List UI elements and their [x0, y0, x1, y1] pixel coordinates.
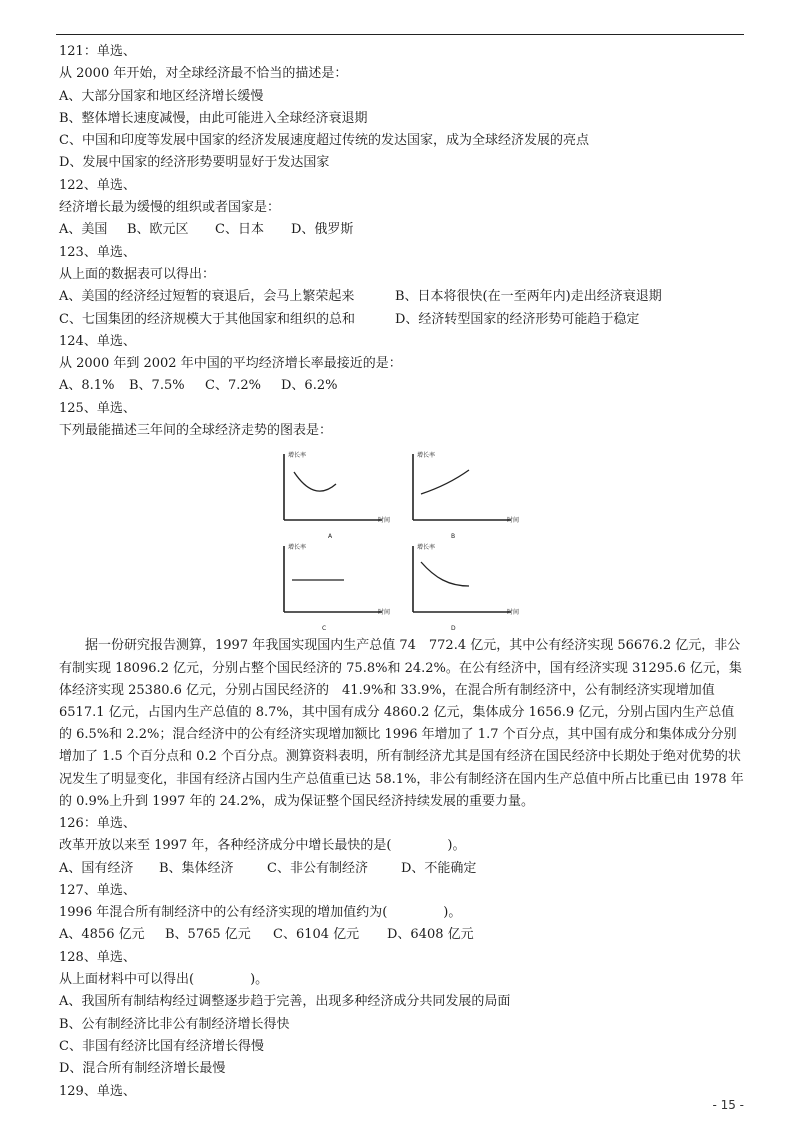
- q126-stem-end: )。: [447, 838, 466, 854]
- q122-head: 122、单选、: [59, 177, 136, 193]
- q123-stem: 从上面的数据表可以得出：: [59, 266, 216, 282]
- q124-option-d[interactable]: D、6.2%: [281, 378, 338, 394]
- chart-a[interactable]: [270, 450, 390, 541]
- reading-passage: 据一份研究报告测算，1997 年我国实现国内生产总值 74 772.4 亿元，其中公有经济实现 56676.2 亿元，非公有制实现 18096.2 亿元，分别占整个国民经济的 75.8%和 24.2%。在公有经济中，国有经济实现 31295.6 亿元，集体经济实现 25380.6 亿元，分别占国民经济的 41.9%和 33.9%，在混合所有制经济中，公有制经济实现增加值 6517.1 亿元，占国内生产总值的 8.7%，其中国有成分 4860.2 亿元，集体成分 1656.9 亿元，分别占国内生产总值的 6.5%和 2.2%；混合经济中的公有经济实现增加额比 1996 年增加了 1.7 个百分点，其中国有成分和集体成分分别增加了 1.5 个百分点和 0.2 个百分点。测算资料表明，所有制经济尤其是国有经济在国民经济中长期处于绝对优势的状况发生了明显变化，非国有经济占国内生产总值重已达 58.1%，非公有制经济在国内生产总值中所占比重已由 1978 年的 0.9%上升到 1997 年的 24.2%，成为保证整个国民经济持续发展的重要力量。: [59, 638, 744, 809]
- q126-option-b[interactable]: B、集体经济: [159, 860, 234, 876]
- q124-option-b[interactable]: B、7.5%: [129, 378, 185, 394]
- q121-option-b[interactable]: B、整体增长速度减慢，由此可能进入全球经济衰退期: [59, 110, 368, 126]
- q126-option-d[interactable]: D、不能确定: [401, 860, 477, 876]
- q122-option-c[interactable]: C、日本: [215, 222, 264, 238]
- chart-c-letter: C: [322, 625, 327, 633]
- page-content: [59, 41, 749, 1103]
- q122-stem: 经济增长最为缓慢的组织或者国家是：: [59, 200, 281, 216]
- q129-head: 129、单选、: [59, 1083, 136, 1099]
- chart-b-xlabel: 时间: [506, 517, 519, 525]
- q121-option-d[interactable]: D、发展中国家的经济形势要明显好于发达国家: [59, 155, 330, 171]
- q128-option-d[interactable]: D、混合所有制经济增长最慢: [59, 1061, 226, 1077]
- q128-stem: [59, 969, 749, 991]
- q127-stem: [59, 902, 749, 924]
- chart-a-letter: A: [328, 533, 333, 541]
- chart-d-ylabel: 增长率: [417, 544, 436, 552]
- chart-c-xlabel: 时间: [377, 609, 390, 617]
- q128-stem-text: 从上面材料中可以得出(: [59, 972, 195, 988]
- q124-stem: 从 2000 年到 2002 年中国的平均经济增长率最接近的是：: [59, 356, 402, 372]
- q128-option-a[interactable]: A、我国所有制结构经过调整逐步趋于完善，出现多种经济成分共同发展的局面: [59, 994, 511, 1010]
- q127-option-d[interactable]: D、6408 亿元: [387, 927, 474, 943]
- q123-option-c[interactable]: C、七国集团的经济规模大于其他国家和组织的总和: [59, 311, 355, 327]
- q126-option-c[interactable]: C、非公有制经济: [267, 860, 368, 876]
- q127-head: 127、单选、: [59, 882, 136, 898]
- q128-option-c[interactable]: C、非国有经济比国有经济增长得慢: [59, 1038, 264, 1054]
- q121-stem: 从 2000 年开始，对全球经济最不恰当的描述是：: [59, 66, 348, 82]
- chart-a-xlabel: 时间: [377, 517, 390, 525]
- q121-head: 121：单选、: [59, 44, 136, 59]
- q124-options: [59, 375, 749, 397]
- q123-options-row2: [59, 309, 749, 331]
- q121-option-a[interactable]: A、大部分国家和地区经济增长缓慢: [59, 88, 264, 104]
- q126-option-a[interactable]: A、国有经济: [59, 860, 134, 876]
- q126-options: [59, 858, 749, 880]
- q121-option-c[interactable]: C、中国和印度等发展中国家的经济发展速度超过传统的发达国家，成为全球经济发展的亮点: [59, 133, 589, 149]
- chart-c-ylabel: 增长率: [288, 544, 307, 552]
- q125-head: 125、单选、: [59, 400, 136, 416]
- chart-c-graphic: [270, 542, 390, 622]
- q124-option-a[interactable]: A、8.1%: [59, 378, 115, 394]
- q128-option-b[interactable]: B、公有制经济比非公有制经济增长得快: [59, 1016, 290, 1032]
- q126-stem: [59, 835, 749, 857]
- q123-option-d[interactable]: D、经济转型国家的经济形势可能趋于稳定: [395, 311, 640, 327]
- q127-option-c[interactable]: C、6104 亿元: [273, 927, 360, 943]
- q122-option-b[interactable]: B、欧元区: [127, 222, 189, 238]
- q127-options: [59, 924, 749, 946]
- q122-option-a[interactable]: A、美国: [59, 222, 108, 238]
- chart-d-xlabel: 时间: [506, 609, 519, 617]
- q127-stem-end: )。: [443, 905, 462, 921]
- chart-b[interactable]: [399, 450, 519, 541]
- q128-head: 128、单选、: [59, 949, 136, 965]
- chart-b-letter: B: [451, 533, 456, 541]
- page-number: - 15 -: [712, 1098, 744, 1112]
- chart-d-graphic: [399, 542, 519, 622]
- chart-a-ylabel: 增长率: [288, 452, 307, 460]
- chart-b-graphic: [399, 450, 519, 530]
- q123-options-row1: [59, 286, 749, 308]
- q123-head: 123、单选、: [59, 244, 136, 260]
- q122-option-d[interactable]: D、俄罗斯: [291, 222, 354, 238]
- q127-option-b[interactable]: B、5765 亿元: [165, 927, 251, 943]
- q126-stem-text: 改革开放以来至 1997 年，各种经济成分中增长最快的是(: [59, 838, 392, 854]
- q123-option-b[interactable]: B、日本将很快(在一至两年内)走出经济衰退期: [395, 289, 662, 305]
- q127-stem-text: 1996 年混合所有制经济中的公有经济实现的增加值约为(: [59, 905, 388, 921]
- q125-chart-options: [59, 444, 749, 632]
- chart-a-graphic: [270, 450, 390, 530]
- chart-d-letter: D: [451, 625, 456, 633]
- q127-option-a[interactable]: A、4856 亿元: [59, 927, 145, 943]
- q128-stem-end: )。: [250, 972, 269, 988]
- q122-options: [59, 219, 749, 241]
- q124-option-c[interactable]: C、7.2%: [205, 378, 261, 394]
- chart-c[interactable]: [270, 542, 390, 633]
- q124-head: 124、单选、: [59, 333, 136, 349]
- header-rule: [56, 34, 744, 35]
- q126-head: 126：单选、: [59, 815, 136, 831]
- q123-option-a[interactable]: A、美国的经济经过短暂的衰退后，会马上繁荣起来: [59, 289, 355, 305]
- chart-d[interactable]: [399, 542, 519, 633]
- q125-stem: 下列最能描述三年间的全球经济走势的图表是：: [59, 423, 333, 439]
- chart-b-ylabel: 增长率: [417, 452, 436, 460]
